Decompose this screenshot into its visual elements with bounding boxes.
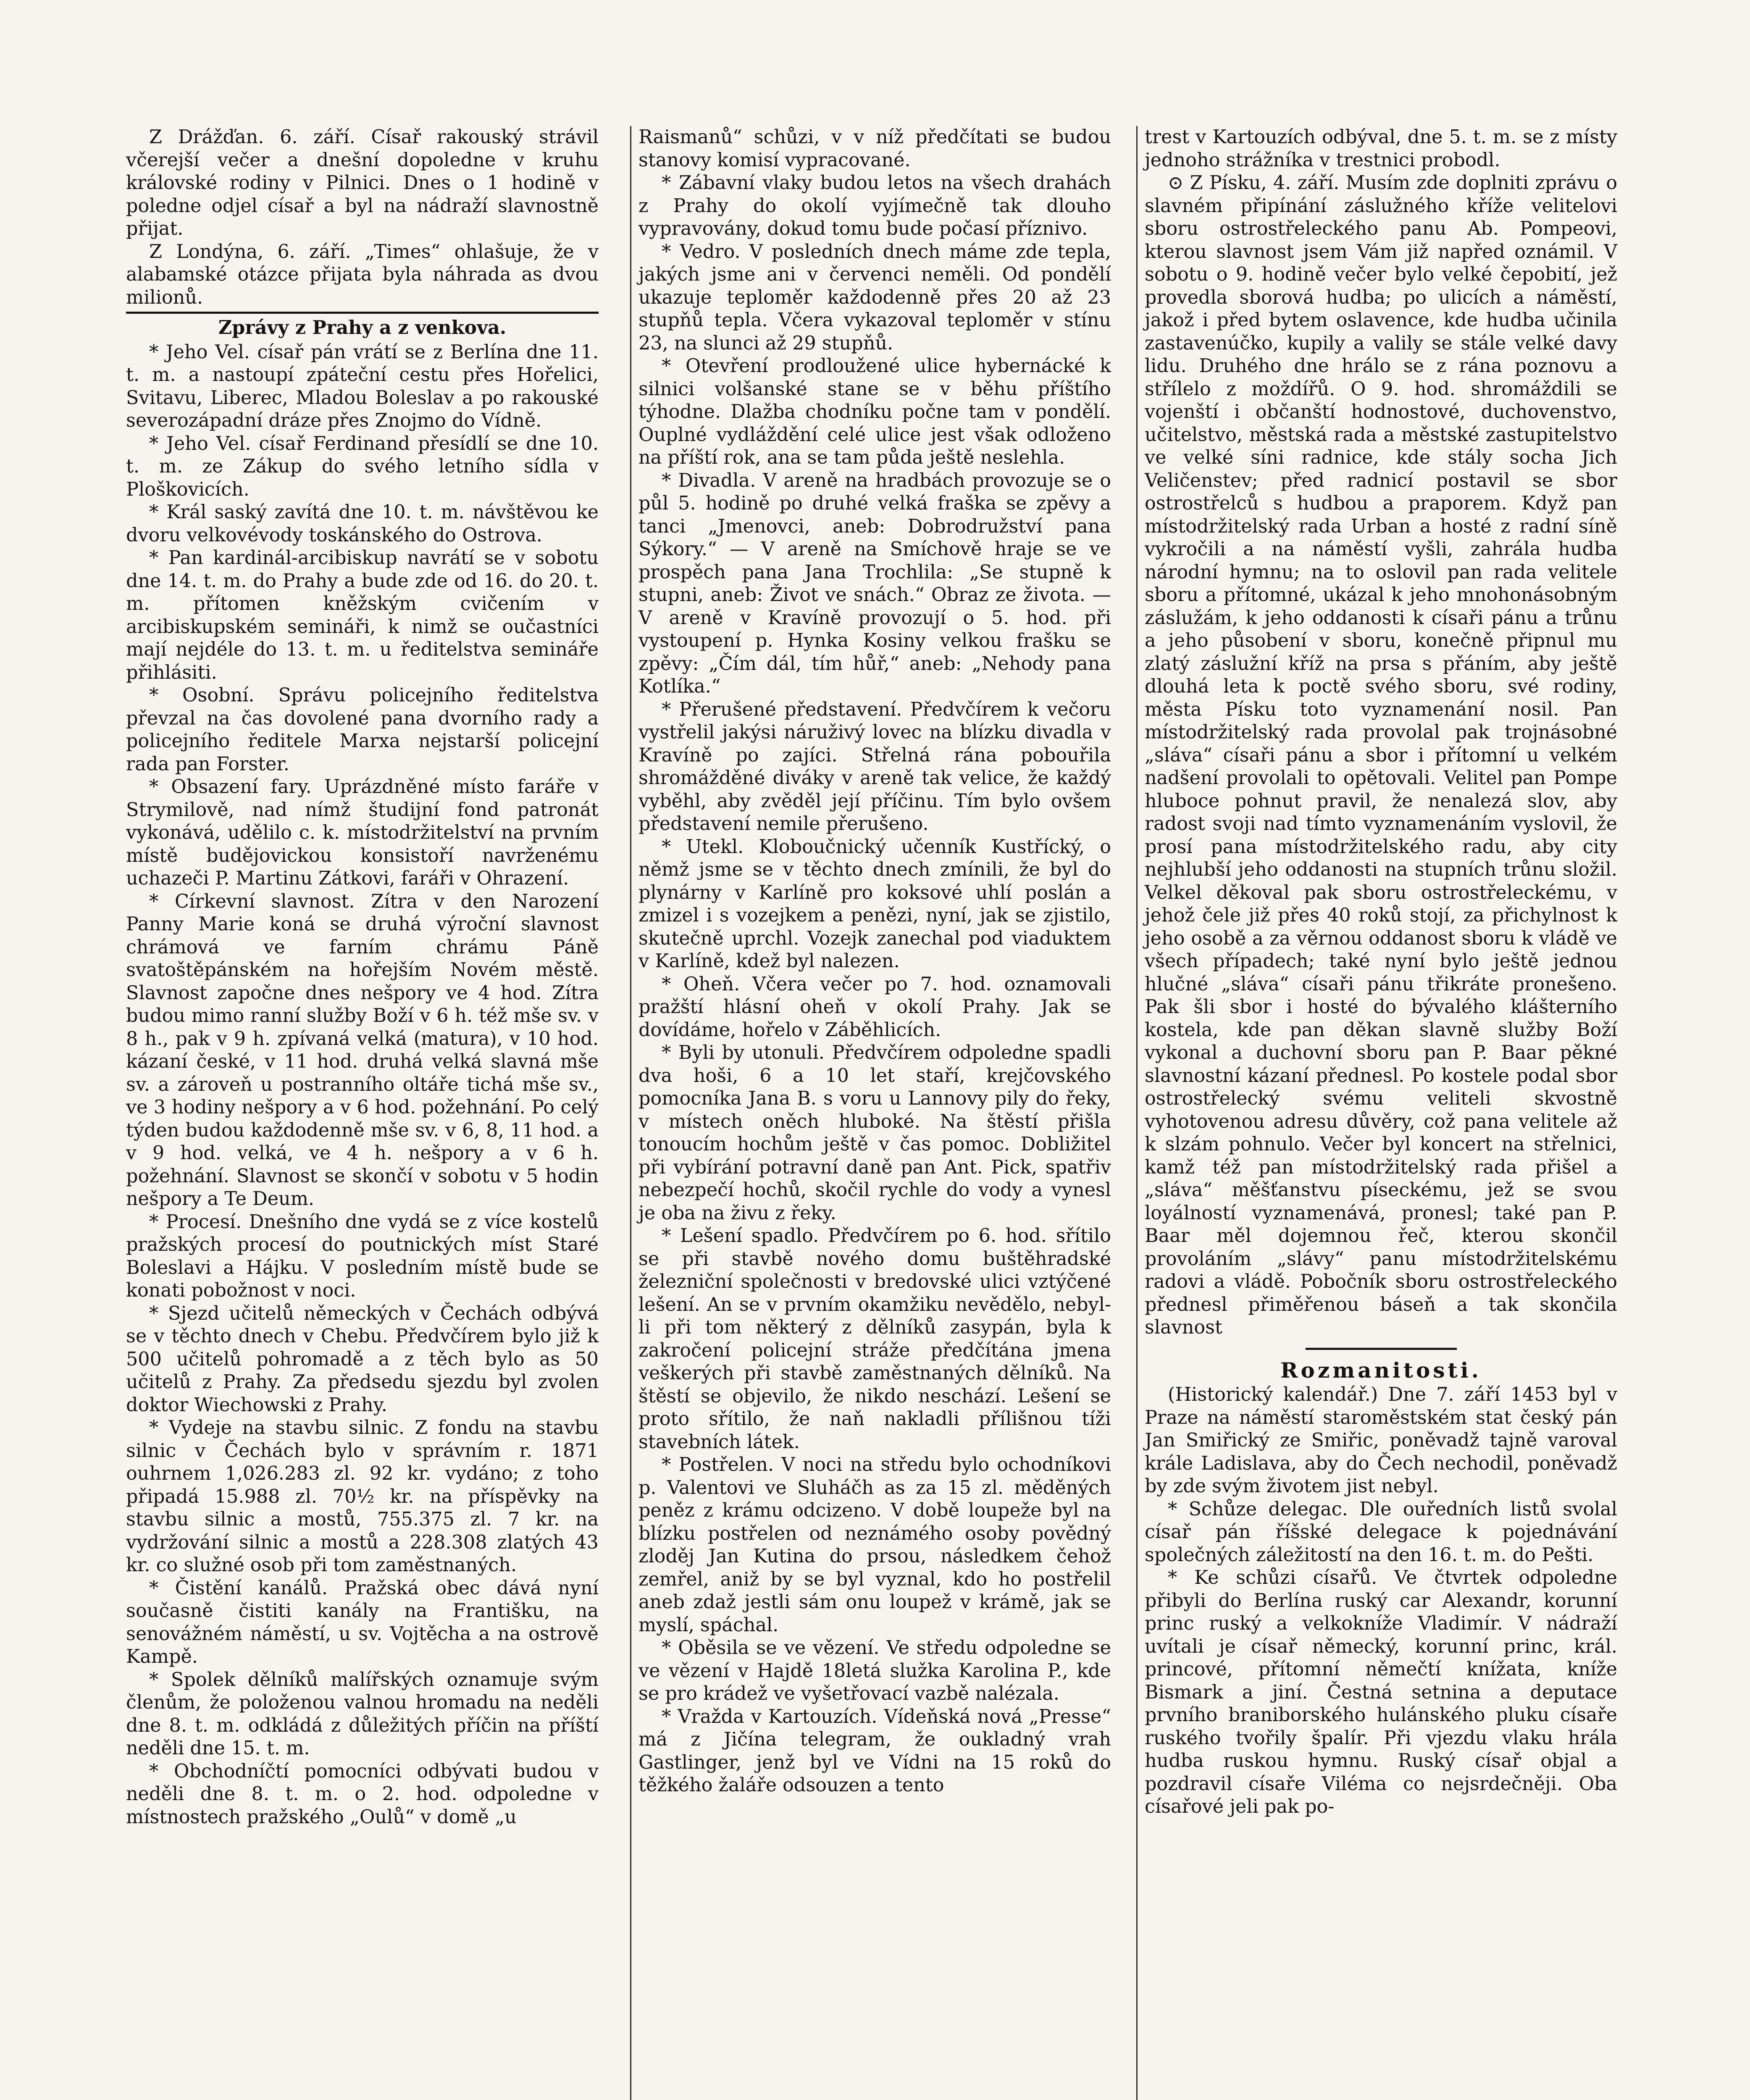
news-item: * Král saský zavítá dne 10. t. m. návštěvou ke dvoru velkovévody toskánského do Ostrova. xyxy=(126,501,599,546)
news-item: * Vedro. V posledních dnech máme zde tepla, jakých jsme ani v červenci neměli. Od pondělí ukazuje teploměr každodenně přes 20 až 23 stupňů tepla. Včera vykazoval teploměr v stínu 23, na slunci až 29 stupňů. xyxy=(639,241,1111,354)
news-dresden: Z Drážďan. 6. září. Císař rakouský strávil včerejší večer a dnešní dopoledne v kruhu královské rodiny v Pilnici. Dnes o 1 hodině v poledne odjel císař a byl na nádraží slavnostně přijat. xyxy=(126,126,599,239)
news-item: * Oběsila se ve vězení. Ve středu odpoledne se ve vězení v Hajdě 18letá služka Karolina P., kde se pro krádež ve vyšetřovací vazbě nalézala. xyxy=(639,1637,1111,1704)
column-divider xyxy=(1136,126,1138,2100)
news-item: * Obchodníčtí pomocníci odbývati budou v neděli dne 8. t. m. o 2. hod. odpoledne v místnostech pražského „Oulů“ v domě „u xyxy=(126,1760,599,1828)
column-left xyxy=(126,126,599,1829)
news-item: * Vydeje na stavbu silnic. Z fondu na stavbu silnic v Čechách bylo v správním r. 1871 ouhrnem 1,026.283 zl. 92 kr. vydáno; z toho připadá 15.988 zl. 70½ kr. na příspěvky na stavbu silnic a mostů, 755.375 zl. 7 kr. na vydržování silnic a mostů a 228.308 zlatých 43 kr. co služné osob při tom zaměstnaných. xyxy=(126,1417,599,1576)
section-heading-prague: Zprávy z Prahy a z venkova. xyxy=(218,317,507,339)
news-pisek: ⊙ Z Písku, 4. září. Musím zde doplniti zprávu o slavném připínání záslužného kříže velitelovi sboru ostrostřeleckého panu Ab. Pompeovi, kterou slavnost jsem Vám již napřed oznámil. V sobotu o 9. hodině večer bylo velké čepobití, jež provedla sborová hudba; po ulicích a náměstí, jakož i před bytem oslavence, kde hudba učinila zastavenúčko, kupily a valily se stále velké davy lidu. Druhého dne hrálo se z rána poznovu a střílelo z moždířů. O 9. hod. shromáždili se vojenští i občanští hodnostové, duchovenstvo, učitelstvo, městská rada a městské zastupitelstvo ve velké síni radnice, kde stály socha Jich Veličenstev; před radnicí postavil se sbor ostrostřelců s hudbou a praporem. Když pan místodržitelský rada Urban a hosté z radní síně vykročili a na náměstí vyšli, zahrála hudba národní hymnu; na to oslovil pan rada velitele sboru a přítomné, ukázal k jeho mnohonásobným záslužám, k jeho oddanosti k císaři pánu a trůnu a jeho působení v sboru, konečně připnul mu zlatý záslužní kříž na prsa s přáním, aby ještě dlouhá leta k poctě svého sboru, své rodiny, města Písku toto vyznamenání nosil. Pan místodržitelský rada provolal pak trojnásobné „sláva“ císaři pánu a sbor i přítomní u velkém nadšení provolali to opětovali. Velitel pan Pompe hluboce pohnut pravil, že nenalezá slov, aby radost svoji nad tímto vyznamenáním vyslovil, že prosí pana místodržitelského radu, aby city nejhlubší jeho oddanosti na stupních trůnu složil. Velkel děkoval pak sboru ostrostřeleckému, v jehož čele již přes 40 roků stojí, za přichylnost k jeho osobě a za věrnou oddanost sboru k vládě ve všech případech; také nyní bylo ještě jednou hlučné „sláva“ císaři pánu třikráte pronešeno. Pak šli sbor i hosté do bývalého klášterního kostela, kde pan děkan slavně služby Boží vykonal a duchovní sboru pan P. Baar pěkné slavnostní kázaní přednesl. Po kostele podal sbor ostrostřelecký svému veliteli skvostně vyhotovenou adresu důvěry, což pana velitele až k slzám pohnulo. Večer byl koncert na střelnici, kamž též pan místodržitelský rada přišel a „sláva“ měšťanstvu píseckému, jež se svou loyálností vyznamenává, pronesl; také pan P. Baar měl dojemnou řeč, kterou skončil provoláním „slávy“ panu místodržitelskému radovi a vládě. Pobočník sboru ostrostřeleckého přednesl přiměřenou báseň a tak skončila slavnost xyxy=(1145,172,1617,1338)
news-item: * Otevření prodloužené ulice hybernácké k silnici volšanské stane se v běhu příštího týhodne. Dlažba chodníku počne tam v pondělí. Ouplné vydláždění celé ulice jest však odloženo na příští rok, ana se tam půda ještě neslehla. xyxy=(639,355,1111,468)
news-item: * Divadla. V areně na hradbách provozuje se o půl 5. hodině po druhé velká fraška se zpěvy a tanci „Jmenovci, aneb: Dobrodružství pana Sýkory.“ — V areně na Smíchově hraje se ve prospěch pana Jana Trochlila: „Se stupně k stupni, aneb: Život ve snách.“ Obraz ze života. — V areně v Kravíně provozují o 5. hod. při vystoupení p. Hynka Kosiny velkou frašku se zpěvy: „Čím dál, tím hůř,“ aneb: „Nehody pana Kotlíka.“ xyxy=(639,470,1111,697)
news-item: * Pan kardinál-arcibiskup navrátí se v sobotu dne 14. t. m. do Prahy a bude zde od 16. do 20. t. m. přítomen kněžským cvičením v arcibiskupském semináři, k nimž se oučastníci mají nejdéle do 13. t. m. u ředitelstva semináře přihlásiti. xyxy=(126,547,599,683)
news-item: * Postřelen. V noci na středu bylo ochodníkovi p. Valentovi ve Sluháčh as za 15 zl. měděných peněz z krámu odcizeno. V době loupeže byl na blízku postřelen od neznámého osoby povědný zloděj Jan Kutina do prsou, následkem čehož zemřel, aniž by se byl vyznal, kdo ho postřelil aneb zdaž jestli sám onu loupež v krámě, jak se myslí, spáchal. xyxy=(639,1454,1111,1636)
column-right xyxy=(1145,126,1617,1819)
news-london: Z Londýna, 6. září. „Times“ ohlašuje, že v alabamské otázce přijata byla náhrada as dvou milionů. xyxy=(126,241,599,308)
column-divider xyxy=(630,126,631,2100)
news-item-continued: trest v Kartouzích odbýval, dne 5. t. m. se z místy jednoho strážníka v trestnici probodl. xyxy=(1145,126,1617,171)
news-item: * Církevní slavnost. Zítra v den Narození Panny Marie koná se druhá výroční slavnost chrámová ve farním chrámu Páně svatoštěpánském na hořejším Novém městě. Slavnost započne dnes nešpory ve 4 hod. Zítra budou mimo ranní služby Boží v 6 h. též mše sv. v 8 h., pak v 9 h. zpívaná velká (matura), v 10 hod. kázaní české, v 11 hod. druhá velká slavná mše sv. a zároveň u postranního oltáře tichá mše sv., ve 3 hodiny nešpory a v 6 hod. požehnání. Po celý týden budou každodenně mše sv. v 6, 8, 11 hod. a v 9 hod. velká, ve 4 h. nešpory a v 6 h. požehnání. Slavnost se skončí v sobotu v 5 hodin nešpory a Te Deum. xyxy=(126,890,599,1210)
news-item: * Jeho Vel. císař Ferdinand přesídlí se dne 10. t. m. ze Zákup do svého letního sídla v Ploškovicích. xyxy=(126,433,599,500)
news-item: * Osobní. Správu policejního ředitelstva převzal na čas dovolené pana dvorního rady a policejního ředitele Marxa nejstarší policejní rada pan Forster. xyxy=(126,685,599,775)
news-item: * Byli by utonuli. Předvčírem odpoledne spadli dva hoši, 6 a 10 let staří, krejčovského pomocníka Jana B. s voru u Lannovy pily do řeky, v místech oněch hluboké. Na štěstí přišla tonoucím hochům ještě v čas pomoc. Dobližitel při vybírání potravní daně pan Ant. Pick, spatřiv nebezpečí hochů, skočil rychle do vody a vynesl je oba na živu z řeky. xyxy=(639,1042,1111,1224)
news-item: * Lešení spadlo. Předvčírem po 6. hod. sřítilo se při stavbě nového domu buštěhradské železniční společnosti v bredovské ulici vztýčené lešení. An se v prvním okamžiku nevědělo, nebyl-li při tom některý z dělníků zasypán, byla k zakročení policejní stráže předčítána jmena veškerých při stavbě zaměstnaných dělníků. Na štěstí se objevilo, že nikdo neschází. Lešení se proto sřítilo, že naň nakladli přílišnou tíži stavebních látek. xyxy=(639,1225,1111,1453)
news-item: * Procesí. Dnešního dne vydá se z více kostelů pražských procesí do poutnických míst Staré Boleslavi a Hájku. V posledním místě bude se konati pobožnost v noci. xyxy=(126,1211,599,1301)
news-item: * Obsazení fary. Uprázdněné místo faráře v Strymilově, nad nímž študijní fond patronát vykonává, udělilo c. k. místodržitelství na prvním místě budějovickou konsistoří navrženému uchazeči P. Martinu Zátkovi, faráři v Ohrazení. xyxy=(126,776,599,889)
news-item: * Schůze delegac. Dle ouředních listů svolal císař pán říšské delegace k pojednávání společných záležitostí na den 16. t. m. do Pešti. xyxy=(1145,1498,1617,1566)
section-rule xyxy=(126,312,599,314)
news-item-continued: Raismanů“ schůzi, v v níž předčítati se budou stanovy komisí vypracované. xyxy=(639,126,1111,171)
news-item: * Ke schůzi císařů. Ve čtvrtek odpoledne přibyli do Berlína ruský car Alexandr, korunní princ ruský a velkokníže Vladimír. V nádraží uvítali je císař německý, korunní princ, král. princové, přítomní němečtí knížata, kníže Bismark a jiní. Čestná setnina a deputace prvního braniborského hulánského pluku císaře ruského tvořily špalír. Při vjezdu vlaku hrála hudba ruskou hymnu. Ruský císař objal a pozdravil císaře Viléma co nejsrdečněji. Oba císařové jeli pak po- xyxy=(1145,1567,1617,1817)
section-rule xyxy=(1306,1348,1457,1350)
news-item: * Sjezd učitelů německých v Čechách odbývá se v těchto dnech v Chebu. Předvčírem bylo již k 500 učitelů pohromadě a z těch bylo as 50 učitelů z Prahy. Za předsedu sjezdu byl zvolen doktor Wiechowski z Prahy. xyxy=(126,1302,599,1416)
news-item: * Vražda v Kartouzích. Vídeňská nová „Presse“ má z Jičína telegram, že oukladný vrah Gastlinger, jenž byl ve Vídni na 15 roků do těžkého žaláře odsouzen a tento xyxy=(639,1706,1111,1796)
news-item: * Oheň. Včera večer po 7. hod. oznamovali pražští hlásní oheň v okolí Prahy. Jak se dovídáme, hořelo v Záběhlicích. xyxy=(639,973,1111,1041)
news-item: * Přerušené představení. Předvčírem k večoru vystřelil jakýsi náruživý lovec na blízku divadla v Kravíně po zajíci. Střelná rána pobouřila shromážděné diváky v areně tak velice, že každý vyběhl, aby zvěděl její příčinu. Tím bylo ovšem představení nemile přerušeno. xyxy=(639,698,1111,835)
news-item: * Zábavní vlaky budou letos na všech drahách z Prahy do okolí vyjímečně tak dlouho vypravovány, dokud tomu bude počasí příznivo. xyxy=(639,172,1111,239)
news-item: (Historický kalendář.) Dne 7. září 1453 byl v Praze na náměstí staroměstském stat český pán Jan Smiřický ze Smiřic, poněvadž tajně varoval krále Ladislava, aby do Čech nechodil, poněvadž by zde svým životem jist nebyl. xyxy=(1145,1384,1617,1497)
news-item: * Jeho Vel. císař pán vrátí se z Berlína dne 11. t. m. a nastoupí zpáteční cestu přes Hořelici, Svitavu, Liberec, Mladou Boleslav a po rakouské severozápadní dráze přes Znojmo do Vídně. xyxy=(126,341,599,431)
news-item: * Spolek dělníků malířských oznamuje svým členům, že položenou valnou hromadu na neděli dne 8. t. m. odkládá z důležitých příčin na příští neděli dne 15. t. m. xyxy=(126,1669,599,1759)
news-item: * Čistění kanálů. Pražská obec dává nyní současně čistiti kanály na Františku, na senovážném náměstí, u sv. Vojtěcha a na ostrově Kampě. xyxy=(126,1577,599,1667)
column-middle xyxy=(639,126,1111,1797)
section-heading-miscellany: Rozmanitosti. xyxy=(1280,1357,1482,1383)
news-item: * Utekl. Kloboučnický učenník Kustřícký, o němž jsme se v těchto dnech zmínili, že byl do plynárny v Karlíně pro koksové uhlí poslán a zmizel i s vozejkem a penězi, nyní, jak se zjistilo, skutečně uprchl. Vozejk zanechal pod viaduktem v Karlíně, kdež byl nalezen. xyxy=(639,836,1111,972)
